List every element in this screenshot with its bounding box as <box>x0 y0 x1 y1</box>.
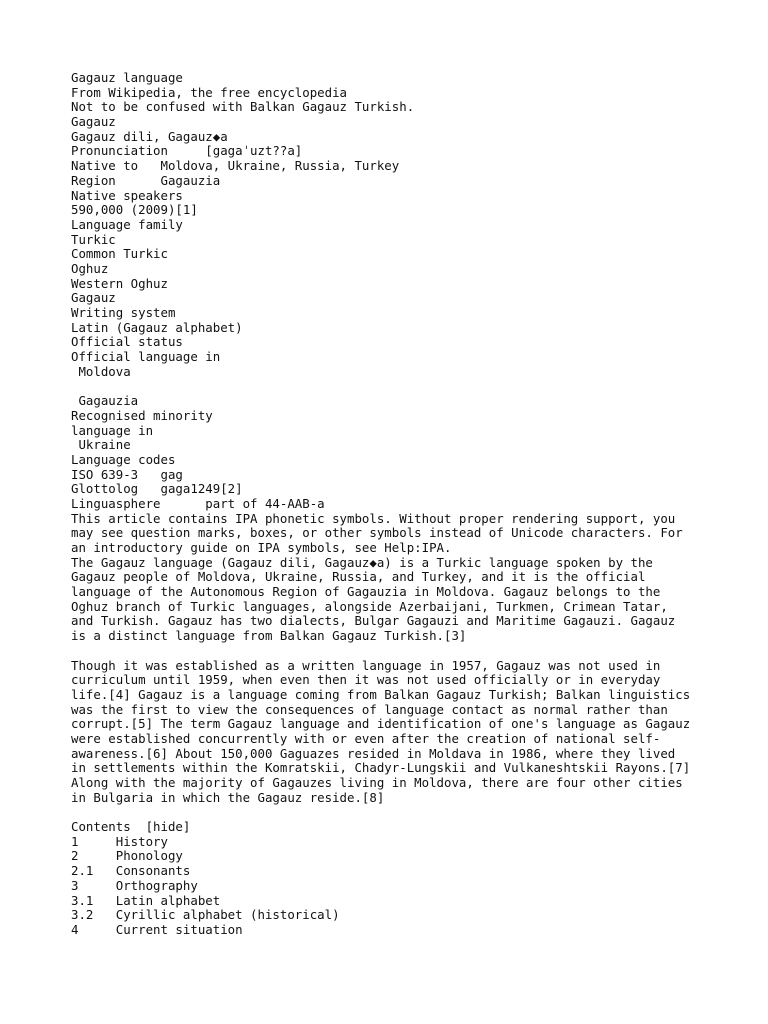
text-line: Gagauz <box>71 290 116 306</box>
text-line <box>71 805 731 820</box>
text-line: This article contains IPA phonetic symbols. Without proper rendering support, you <box>71 510 676 526</box>
text-line: was the first to view the consequences of language contact as normal rather than <box>71 701 668 717</box>
text-line: 3.2 Cyrillic alphabet (historical) <box>71 907 340 923</box>
text-line: Language codes <box>71 451 176 467</box>
text-line: Ukraine <box>71 437 131 453</box>
text-line: Language family <box>71 216 183 232</box>
text-line: Official status <box>71 334 183 350</box>
text-line: Oghuz branch of Turkic languages, alongside Azerbaijani, Turkmen, Crimean Tatar, <box>71 598 668 614</box>
text-line: were established concurrently with or even after the creation of national self- <box>71 730 661 746</box>
text-line: Gagauz dili, Gagauz◆a <box>71 128 228 144</box>
text-line: may see question marks, boxes, or other symbols instead of Unicode characters. For <box>71 525 683 541</box>
text-line: language in <box>71 422 154 438</box>
text-line: Native to Moldova, Ukraine, Russia, Turkey <box>71 158 400 174</box>
text-line: Native speakers <box>71 187 183 203</box>
text-line: language of the Autonomous Region of Gagauzia in Moldova. Gagauz belongs to the <box>71 584 661 600</box>
document-text <box>71 71 731 938</box>
text-line: in settlements within the Komratskii, Chadyr-Lungskii and Vulkaneshtskii Rayons.[7] <box>71 760 691 776</box>
text-line: Western Oghuz <box>71 275 168 291</box>
text-line: Along with the majority of Gagauzes living in Moldova, there are four other cities <box>71 775 683 790</box>
text-line: 2.1 Consonants <box>71 863 191 879</box>
text-line: Turkic <box>71 231 116 247</box>
text-line: Glottolog gaga1249[2] <box>71 481 243 497</box>
text-line: Gagauz people of Moldova, Ukraine, Russia, and Turkey, and it is the official <box>71 569 646 585</box>
text-line: 4 Current situation <box>71 921 243 937</box>
text-line: Contents [hide] <box>71 819 191 835</box>
text-line: is a distinct language from Balkan Gagauz Turkish.[3] <box>71 628 467 644</box>
text-line: Moldova <box>71 363 131 379</box>
text-line: 3.1 Latin alphabet <box>71 892 221 908</box>
text-line <box>71 644 731 659</box>
text-line: Region Gagauzia <box>71 172 221 188</box>
text-line: ISO 639-3 gag <box>71 466 183 482</box>
text-line: Recognised minority <box>71 407 213 423</box>
text-line: Gagauz language <box>71 70 183 85</box>
text-line: Latin (Gagauz alphabet) <box>71 319 243 335</box>
text-line: corrupt.[5] The term Gagauz language and identification of one's language as Gagauz <box>71 716 691 732</box>
text-line: Writing system <box>71 305 176 320</box>
text-line: 3 Orthography <box>71 877 198 893</box>
text-line: Official language in <box>71 349 221 365</box>
text-line: curriculum until 1959, when even then it was not used officially or in everyday <box>71 672 661 688</box>
text-line: in Bulgaria in which the Gagauz reside.[8] <box>71 789 385 805</box>
text-line: Not to be confused with Balkan Gagauz Turkish. <box>71 99 415 115</box>
text-line: Oghuz <box>71 260 109 276</box>
text-line: The Gagauz language (Gagauz dili, Gagauz◆a) is a Turkic language spoken by the <box>71 554 653 570</box>
text-line: From Wikipedia, the free encyclopedia <box>71 84 348 100</box>
text-line: 590,000 (2009)[1] <box>71 202 198 218</box>
text-line: Gagauz <box>71 114 116 130</box>
text-line: an introductory guide on IPA symbols, see Help:IPA. <box>71 540 452 555</box>
text-line: Pronunciation [gagaˈuzt??a] <box>71 143 303 159</box>
text-line: Gagauzia <box>71 393 139 409</box>
text-line: Common Turkic <box>71 246 168 262</box>
text-line: 1 History <box>71 833 168 849</box>
text-line: awareness.[6] About 150,000 Gaguazes resided in Moldava in 1986, where they lived <box>71 745 676 761</box>
text-line: life.[4] Gagauz is a language coming from Balkan Gagauz Turkish; Balkan linguistics <box>71 686 691 702</box>
text-line: Linguasphere part of 44-AAB-a <box>71 495 325 511</box>
text-line: Though it was established as a written language in 1957, Gagauz was not used in <box>71 657 661 673</box>
text-line <box>71 379 731 394</box>
text-line: 2 Phonology <box>71 848 183 864</box>
text-line: and Turkish. Gagauz has two dialects, Bulgar Gagauzi and Maritime Gagauzi. Gagauz <box>71 613 676 629</box>
